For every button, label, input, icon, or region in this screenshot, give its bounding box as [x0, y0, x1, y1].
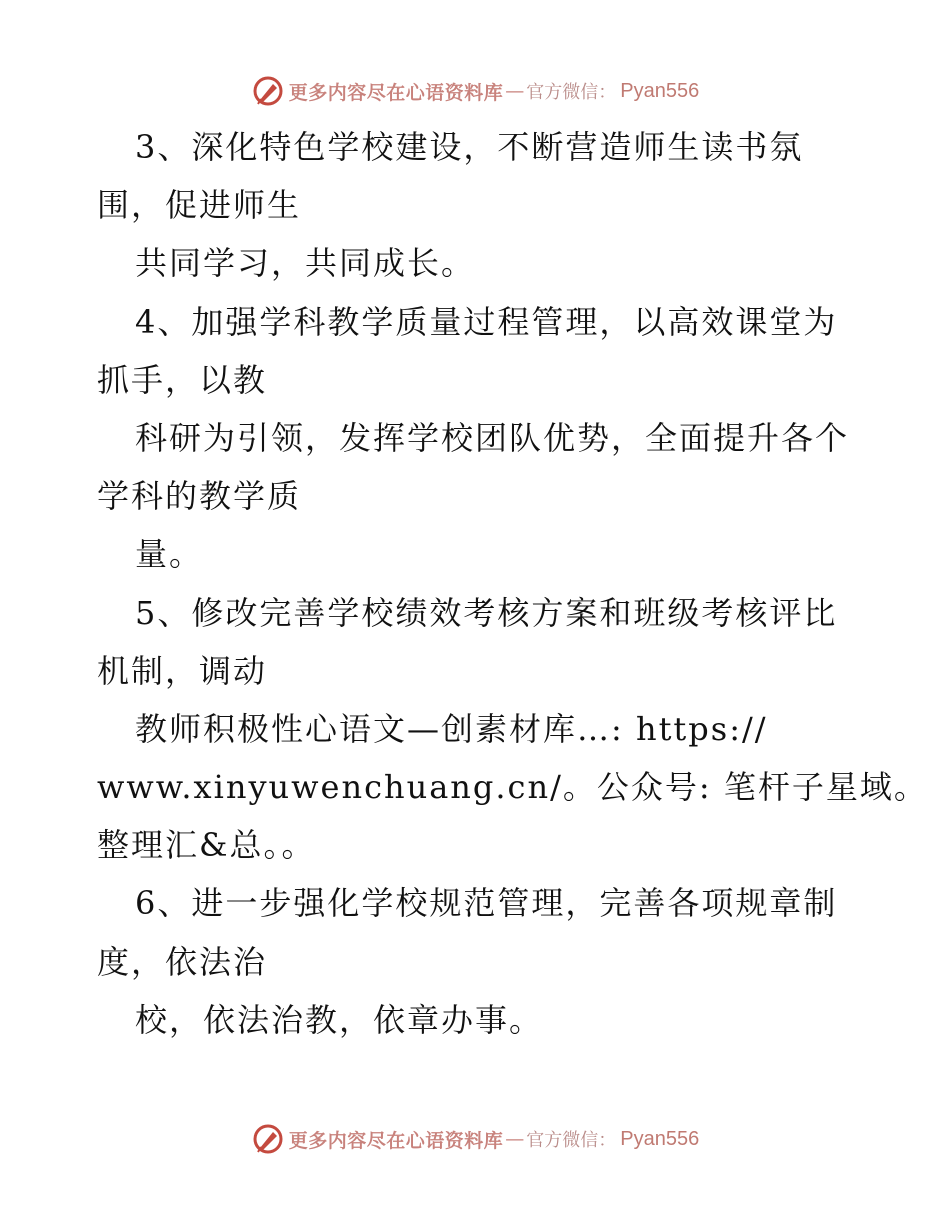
paragraph-line: 3、深化特色学校建设，不断营造师生读书氛 — [135, 128, 804, 166]
paragraph-line: 抓手，以教 — [97, 360, 268, 399]
watermark-text: 更多内容尽在心语资料库 — [288, 1129, 504, 1152]
paragraph-line: 教师积极性心语文—创素材库…: https:// — [135, 709, 768, 748]
watermark-wechat-id: Pyan556 — [620, 79, 700, 102]
paragraph-line: 校，依法治教，依章办事。 — [135, 1000, 544, 1039]
paragraph-line: 整理汇&总。。 — [97, 826, 316, 865]
paragraph-line: 学科的教学质 — [97, 477, 302, 516]
watermark-separator: — — [505, 80, 525, 102]
watermark-wechat-label: 官方微信： — [526, 82, 617, 103]
paragraph-line: 6、进一步强化学校规范管理，完善各项规章制 — [135, 884, 838, 923]
paragraph-line: 量。 — [135, 535, 204, 574]
watermark-wechat-id: Pyan556 — [620, 1127, 700, 1150]
header-watermark — [0, 71, 950, 111]
footer-watermark — [0, 1119, 950, 1159]
paragraph-line: 科研为引领，发挥学校团队优势，全面提升各个 — [135, 418, 850, 457]
paragraph-line: 4、加强学科教学质量过程管理，以高效课堂为 — [135, 302, 838, 341]
document-body — [97, 118, 928, 1049]
paragraph-line: 机制，调动 — [97, 651, 268, 690]
paragraph-line: 度，依法治 — [97, 942, 268, 981]
watermark-separator: — — [505, 1128, 525, 1150]
watermark-text: 更多内容尽在心语资料库 — [288, 81, 504, 104]
paragraph-line: 共同学习，共同成长。 — [135, 244, 476, 283]
watermark-wechat-label: 官方微信： — [526, 1130, 617, 1151]
paragraph-line: 围，促进师生 — [97, 186, 302, 225]
pen-nib-logo-icon — [251, 74, 285, 108]
pen-nib-logo-icon — [251, 1122, 285, 1156]
paragraph-line: www.xinyuwenchuang.cn/。公众号: 笔杆子星域。 — [97, 768, 928, 807]
paragraph-line: 5、修改完善学校绩效考核方案和班级考核评比 — [135, 593, 838, 632]
